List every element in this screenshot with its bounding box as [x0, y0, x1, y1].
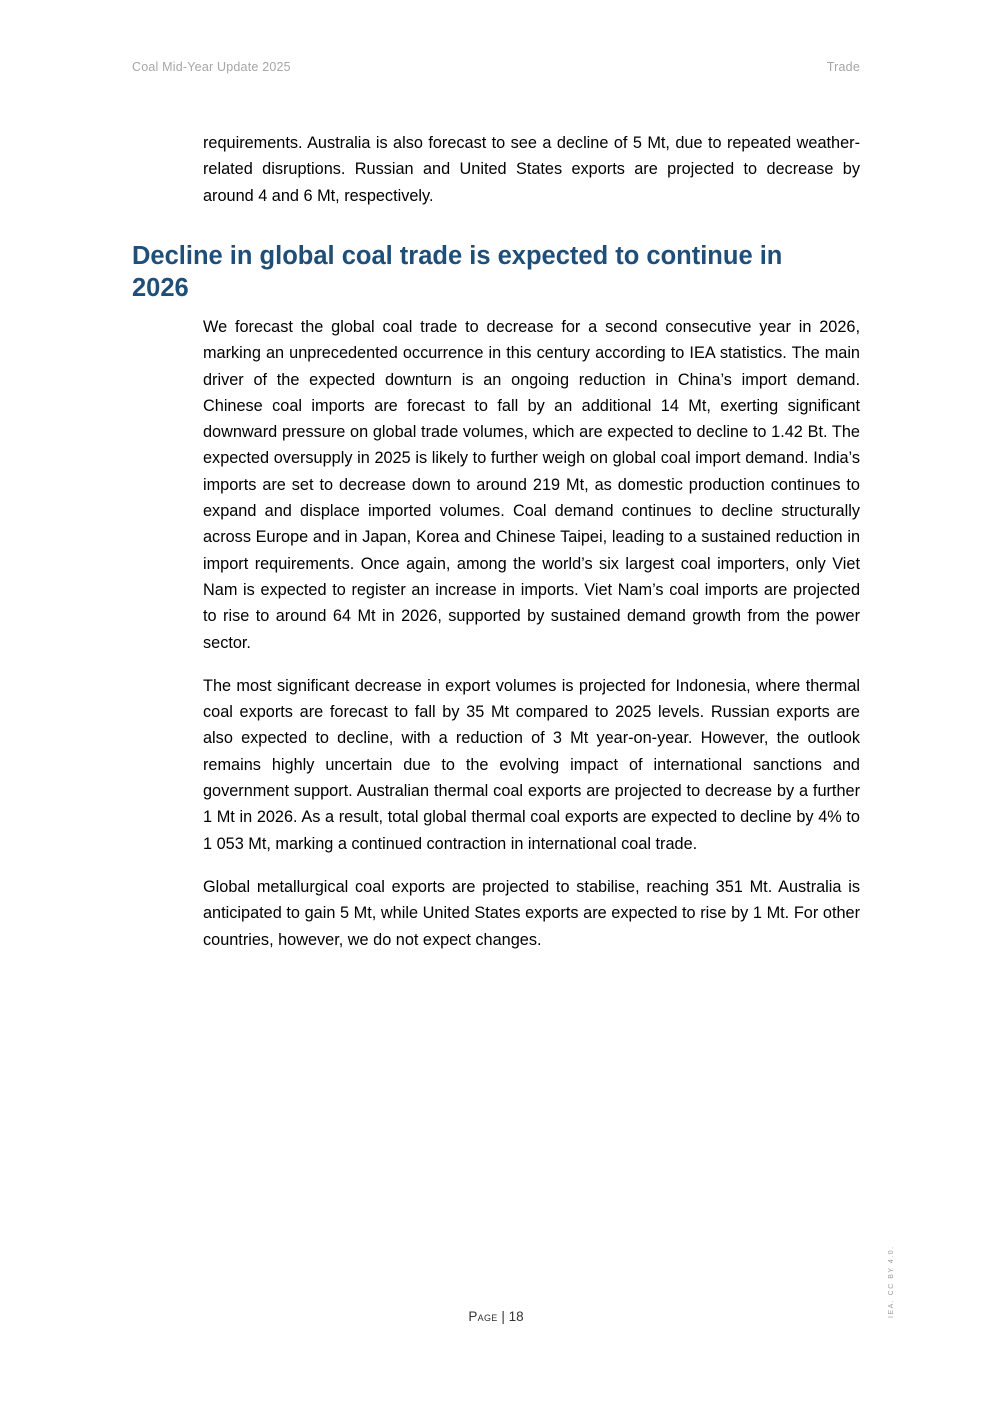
report-title: Coal Mid-Year Update 2025	[132, 60, 291, 74]
page-separator: |	[497, 1309, 509, 1324]
chapter-title: Trade	[826, 60, 860, 74]
body-paragraph: The most significant decrease in export volumes is projected for Indonesia, where thermal coal exports are forecast to fall by 35 Mt compared to 2025 levels. Russian exports are also expected to decline, with a reduction of 3 Mt year-on-year. However, the outlook remains highly uncertain due to the evolving impact of international sanctions and government support. Australian thermal coal exports are projected to decrease by a further 1 Mt in 2026. As a result, total global thermal coal exports are expected to decline by 4% to 1 053 Mt, marking a continued contraction in international coal trade.	[203, 676, 860, 853]
page-number: 18	[508, 1309, 524, 1324]
body-paragraph: Global metallurgical coal exports are projected to stabilise, reaching 351 Mt. Australia is anticipated to gain 5 Mt, while United States exports are expected to rise by 1 Mt. For other countries, however, we do not expect changes.	[203, 877, 860, 949]
body-paragraph: requirements. Australia is also forecast to see a decline of 5 Mt, due to repeated weather-related disruptions. Russian and United States exports are projected to decrease by around 4 and 6 Mt, respectively.	[203, 134, 860, 205]
intro-text	[203, 130, 860, 209]
section-body	[203, 314, 860, 953]
page-label: Page	[468, 1309, 498, 1324]
running-header	[132, 60, 860, 78]
page-footer	[0, 1309, 992, 1324]
section-heading: Decline in global coal trade is expected to continue in 2026	[132, 242, 783, 302]
body-paragraph: We forecast the global coal trade to decrease for a second consecutive year in 2026, marking an unprecedented occurrence in this century according to IEA statistics. The main driver of the expected downturn is an ongoing reduction in China’s import demand. Chinese coal imports are forecast to fall by an additional 14 Mt, exerting significant downward pressure on global trade volumes, which are expected to decline to 1.42 Bt. The expected oversupply in 2025 is likely to further weigh on global coal import demand. India’s imports are set to decrease down to around 219 Mt, as domestic production continues to expand and displace imported volumes. Coal demand continues to decline structurally across Europe and in Japan, Korea and Chinese Taipei, leading to a sustained reduction in import requirements. Once again, among the world’s six largest coal importers, only Viet Nam is expected to register an increase in imports. Viet Nam’s coal imports are projected to rise to around 64 Mt in 2026, supported by sustained demand growth from the power sector.	[203, 318, 860, 652]
license-note: IEA. CC BY 4.0.	[888, 1245, 895, 1318]
